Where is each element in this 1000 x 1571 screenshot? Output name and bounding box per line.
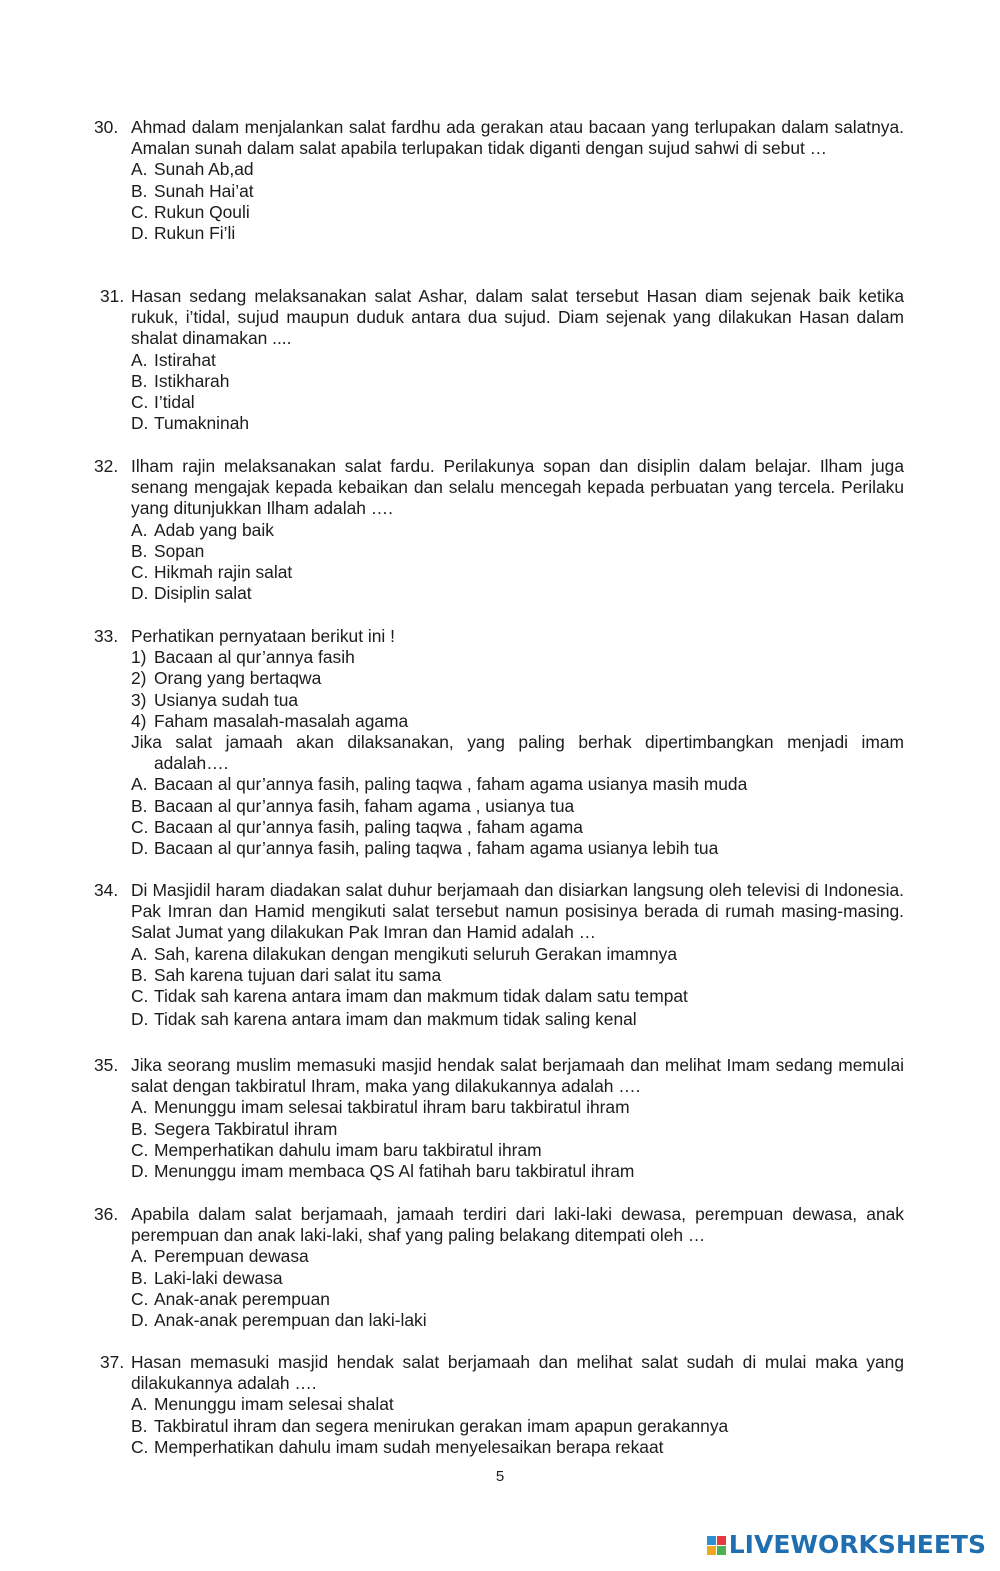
question-number: 36. xyxy=(94,1204,119,1224)
option-label: D. xyxy=(131,1310,149,1331)
option-text: Sunah Hai’at xyxy=(154,180,254,201)
option-text: Anak-anak perempuan xyxy=(154,1288,330,1309)
option-a xyxy=(131,520,904,541)
question-stem: Hasan sedang melaksanakan salat Ashar, dalam salat tersebut Hasan diam sejenak baik ketika rukuk, i’tidal, sujud maupun duduk antara dua sujud. Diam sejenak yang dilakukan Hasan dalam shalat dinamakan .... xyxy=(131,286,904,349)
option-a xyxy=(131,350,904,371)
option-d xyxy=(131,223,904,244)
option-text: Rukun Qouli xyxy=(154,201,250,222)
option-d xyxy=(131,413,904,434)
question-30 xyxy=(94,117,904,244)
option-text: Laki-laki dewasa xyxy=(154,1267,283,1288)
option-label: B. xyxy=(131,540,148,561)
question-prompt: Jika salat jamaah akan dilaksanakan, yang paling berhak dipertimbangkan menjadi imam xyxy=(131,732,904,753)
option-text: Bacaan al qur’annya fasih, paling taqwa , faham agama usianya lebih tua xyxy=(154,838,719,859)
option-b xyxy=(131,371,904,392)
option-text: Memperhatikan dahulu imam baru takbiratul ihram xyxy=(154,1139,542,1160)
option-b xyxy=(131,541,904,562)
statement-4 xyxy=(131,711,904,732)
option-text: Menunggu imam selesai takbiratul ihram baru takbiratul ihram xyxy=(154,1097,630,1118)
question-number: 32. xyxy=(94,456,119,476)
option-b xyxy=(131,1268,904,1289)
option-c xyxy=(131,986,904,1007)
option-label: A. xyxy=(131,943,148,964)
option-label: D. xyxy=(131,413,149,434)
option-d xyxy=(131,838,904,859)
option-text: Segera Takbiratul ihram xyxy=(154,1118,338,1139)
statement-text: Usianya sudah tua xyxy=(154,689,299,710)
question-number: 34. xyxy=(94,880,119,900)
question-34 xyxy=(94,880,904,1030)
live-icon xyxy=(707,1536,726,1555)
option-label: D. xyxy=(131,1161,149,1182)
option-text: I’tidal xyxy=(154,392,195,413)
option-label: B. xyxy=(131,964,148,985)
option-label: C. xyxy=(131,1288,149,1309)
option-label: A. xyxy=(131,1394,148,1415)
question-36 xyxy=(94,1204,904,1331)
option-text: Tumakninah xyxy=(154,413,250,434)
option-text: Tidak sah karena antara imam dan makmum tidak dalam satu tempat xyxy=(154,986,688,1007)
option-label: C. xyxy=(131,986,149,1007)
option-text: Istikharah xyxy=(154,370,230,391)
option-a xyxy=(131,159,904,180)
option-a xyxy=(131,944,904,965)
option-text: Menunggu imam membaca QS Al fatihah baru takbiratul ihram xyxy=(154,1161,635,1182)
option-text: Sunah Ab,ad xyxy=(154,159,254,180)
option-c xyxy=(131,562,904,583)
statement-label: 1) xyxy=(131,647,147,668)
option-c xyxy=(131,392,904,413)
statement-2 xyxy=(131,668,904,689)
option-text: Anak-anak perempuan dan laki-laki xyxy=(154,1310,427,1331)
statement-text: Faham masalah-masalah agama xyxy=(154,710,409,731)
option-label: B. xyxy=(131,1118,148,1139)
option-label: D. xyxy=(131,583,149,604)
question-number: 35. xyxy=(94,1055,119,1075)
question-stem: Ilham rajin melaksanakan salat fardu. Perilakunya sopan dan disiplin dalam belajar. Ilham juga senang mengajak kepada kebaikan dan selalu mencegah kepada perbuatan yang tercela. Perilaku yang ditunjukkan Ilham adalah …. xyxy=(131,456,904,519)
option-text: Takbiratul ihram dan segera menirukan gerakan imam apapun gerakannya xyxy=(154,1415,729,1436)
option-d xyxy=(131,583,904,604)
option-c xyxy=(131,1140,904,1161)
logo-text: LIVEWORKSHEETS xyxy=(728,1530,986,1559)
liveworksheets-logo xyxy=(707,1530,986,1560)
option-label: C. xyxy=(131,1436,149,1457)
option-label: B. xyxy=(131,1267,148,1288)
question-number: 30. xyxy=(94,117,119,137)
question-stem: Hasan memasuki masjid hendak salat berjamaah dan melihat salat sudah di mulai maka yang dilakukannya adalah …. xyxy=(131,1352,904,1394)
option-a xyxy=(131,1097,904,1118)
option-label: B. xyxy=(131,1415,148,1436)
option-text: Tidak sah karena antara imam dan makmum tidak saling kenal xyxy=(154,1009,637,1030)
question-33 xyxy=(94,626,904,859)
option-b xyxy=(131,1416,904,1437)
option-d xyxy=(131,1161,904,1182)
option-label: C. xyxy=(131,392,149,413)
option-b xyxy=(131,1119,904,1140)
option-label: D. xyxy=(131,838,149,859)
question-prompt-continued: adalah…. xyxy=(154,753,229,774)
option-text: Rukun Fi’li xyxy=(154,223,236,244)
option-label: A. xyxy=(131,519,148,540)
option-label: A. xyxy=(131,1097,148,1118)
question-stem: Di Masjidil haram diadakan salat duhur berjamaah dan disiarkan langsung oleh televisi di Indonesia. Pak Imran dan Hamid mengikuti salat tersebut namun posisinya berada di rumah masing-masing. Salat Jumat yang dilakukan Pak Imran dan Hamid adalah … xyxy=(131,880,904,943)
option-c xyxy=(131,1437,904,1458)
option-label: D. xyxy=(131,1009,149,1030)
option-text: Bacaan al qur’annya fasih, faham agama , usianya tua xyxy=(154,795,575,816)
option-label: C. xyxy=(131,201,149,222)
option-label: A. xyxy=(131,159,148,180)
option-d xyxy=(131,1310,904,1331)
option-label: D. xyxy=(131,223,149,244)
statement-text: Bacaan al qur’annya fasih xyxy=(154,647,355,668)
option-label: A. xyxy=(131,349,148,370)
question-number: 31. xyxy=(100,286,125,306)
option-label: B. xyxy=(131,795,148,816)
option-text: Sah karena tujuan dari salat itu sama xyxy=(154,964,442,985)
option-label: C. xyxy=(131,1139,149,1160)
option-text: Sah, karena dilakukan dengan mengikuti seluruh Gerakan imamnya xyxy=(154,943,677,964)
option-text: Disiplin salat xyxy=(154,583,252,604)
option-label: A. xyxy=(131,774,148,795)
option-text: Sopan xyxy=(154,540,205,561)
question-number: 33. xyxy=(94,626,119,646)
option-a xyxy=(131,1246,904,1267)
option-b xyxy=(131,181,904,202)
option-text: Istirahat xyxy=(154,349,216,370)
statement-1 xyxy=(131,647,904,668)
page-number: 5 xyxy=(495,1468,505,1485)
option-a xyxy=(131,774,904,795)
option-text: Menunggu imam selesai shalat xyxy=(154,1394,394,1415)
option-text: Adab yang baik xyxy=(154,519,274,540)
option-c xyxy=(131,1289,904,1310)
option-text: Hikmah rajin salat xyxy=(154,562,293,583)
option-label: C. xyxy=(131,562,149,583)
question-stem: Apabila dalam salat berjamaah, jamaah terdiri dari laki-laki dewasa, perempuan dewasa, anak perempuan dan anak laki-laki, shaf yang paling belakang ditempati oleh … xyxy=(131,1204,904,1246)
option-label: C. xyxy=(131,816,149,837)
option-b xyxy=(131,796,904,817)
option-a xyxy=(131,1394,904,1415)
option-text: Perempuan dewasa xyxy=(154,1246,309,1267)
question-stem: Jika seorang muslim memasuki masjid hendak salat berjamaah dan melihat Imam sedang memulai salat dengan takbiratul Ihram, maka yang dilakukannya adalah …. xyxy=(131,1055,904,1097)
option-c xyxy=(131,202,904,223)
question-number: 37. xyxy=(100,1352,125,1372)
option-text: Bacaan al qur’annya fasih, paling taqwa , faham agama usianya masih muda xyxy=(154,774,748,795)
question-35 xyxy=(94,1055,904,1182)
option-label: B. xyxy=(131,180,148,201)
statement-label: 4) xyxy=(131,710,147,731)
option-c xyxy=(131,817,904,838)
question-37 xyxy=(94,1352,904,1458)
option-label: B. xyxy=(131,370,148,391)
statement-label: 2) xyxy=(131,668,147,689)
question-32 xyxy=(94,456,904,604)
question-stem: Ahmad dalam menjalankan salat fardhu ada gerakan atau bacaan yang terlupakan dalam salatnya. Amalan sunah dalam salat apabila terlupakan tidak diganti dengan sujud sahwi di sebut … xyxy=(131,117,904,159)
option-d xyxy=(131,1009,904,1030)
option-text: Memperhatikan dahulu imam sudah menyelesaikan berapa rekaat xyxy=(154,1436,664,1457)
option-label: A. xyxy=(131,1246,148,1267)
option-text: Bacaan al qur’annya fasih, paling taqwa , faham agama xyxy=(154,816,583,837)
question-31 xyxy=(94,286,904,434)
statement-label: 3) xyxy=(131,689,147,710)
question-stem: Perhatikan pernyataan berikut ini ! xyxy=(131,626,395,646)
statement-3 xyxy=(131,690,904,711)
option-b xyxy=(131,965,904,986)
statement-text: Orang yang bertaqwa xyxy=(154,668,322,689)
